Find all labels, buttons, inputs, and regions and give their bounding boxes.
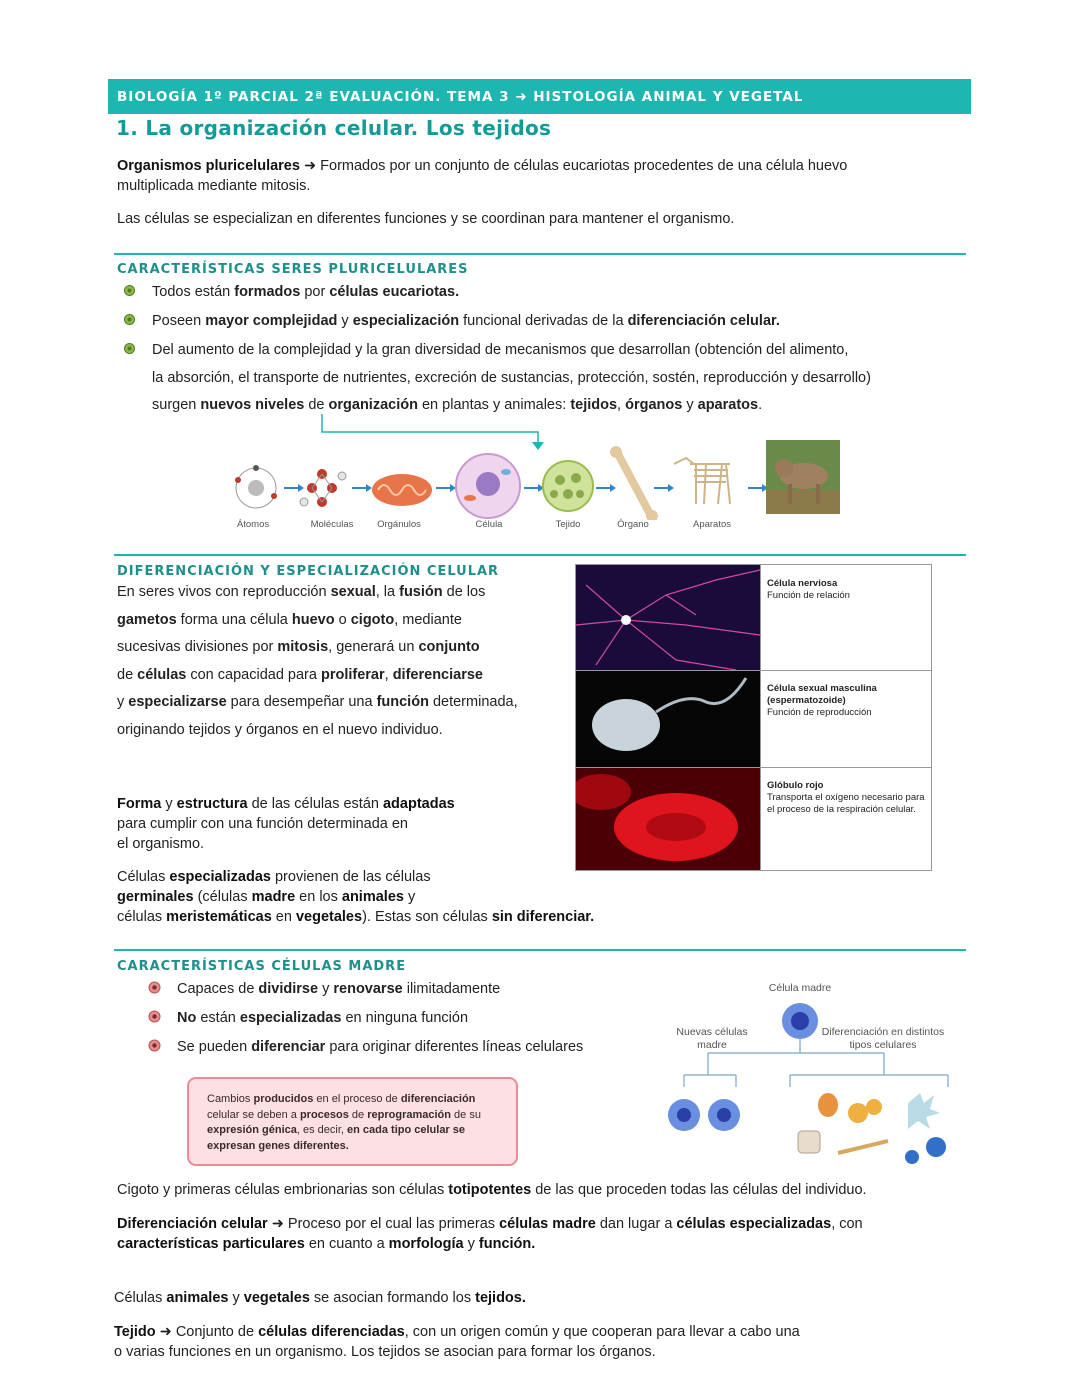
section-divider-2 bbox=[114, 554, 966, 556]
cell-icon bbox=[456, 454, 520, 518]
reprogramming-note bbox=[187, 1077, 518, 1166]
reprogramming-note-text: Cambios producidos en el proceso de diferenciación celular se deben a procesos de reprogramación de su expresión génica, es decir, en cada tipo celular se expresan genes diferentes. bbox=[207, 1093, 481, 1152]
wolf-photo bbox=[766, 440, 840, 514]
mitochondria-icon bbox=[372, 474, 432, 506]
section1-bullet-3: Del aumento de la complejidad y la gran diversidad de mecanismos que desarrollan (obtención del alimento, la absorción, el transporte de nutrientes, excreción de sustancias, protección, sostén, reproducción y desarrollo) surgen nuevos niveles de organización en plantas y animales: tejidos, órganos y aparatos. bbox=[152, 342, 871, 413]
section1-bullet-1: Todos están formados por células eucariotas. bbox=[152, 284, 460, 300]
bone-cell-icon bbox=[848, 1103, 868, 1123]
section2-title: DIFERENCIACIÓN Y ESPECIALIZACIÓN CELULAR bbox=[117, 564, 500, 579]
bullet-stem-cell-icon bbox=[148, 1010, 161, 1023]
section2-germinal-paragraph: Células especializadas provienen de las células germinales (células madre en los animales y células meristemáticas en vegetales). Estas son células sin diferenciar. bbox=[117, 869, 595, 925]
cell-caption-sperm: Célula sexual masculina (espermatozoide) Función de reproducción bbox=[767, 683, 877, 718]
bullet-cell-icon bbox=[123, 313, 136, 326]
header-banner-text: BIOLOGÍA 1º PARCIAL 2ª EVALUACIÓN. TEMA 3 ➜ HISTOLOGÍA ANIMAL Y VEGETAL bbox=[117, 89, 804, 105]
section3-title: CARACTERÍSTICAS CÉLULAS MADRE bbox=[117, 959, 407, 974]
section-divider-1 bbox=[114, 253, 966, 255]
level-label-moleculas: Moléculas bbox=[310, 519, 354, 530]
section3-bullet-3: Se pueden diferenciar para originar diferentes líneas celulares bbox=[177, 1039, 584, 1055]
closing-tissue-definition: Tejido ➜ Conjunto de células diferenciadas, con un origen común y que cooperan para llevar a cabo una o varias funciones en un organismo. Los tejidos se asocian para formar los órganos. bbox=[114, 1324, 800, 1360]
table-row-divider bbox=[576, 767, 931, 768]
section3-bullet-1: Capaces de dividirse y renovarse ilimitadamente bbox=[177, 981, 501, 997]
skeleton-icon bbox=[674, 458, 730, 504]
level-label-atomos: Átomos bbox=[236, 519, 270, 530]
intro-arrow: ➜ bbox=[299, 158, 321, 174]
section1-bullet-2: Poseen mayor complejidad y especialización funcional derivadas de la diferenciación celular. bbox=[152, 313, 780, 329]
table-vertical-divider bbox=[760, 565, 761, 870]
fat-cell-icon bbox=[818, 1093, 838, 1117]
cell-caption-nerve: Célula nerviosa Función de relación bbox=[767, 578, 850, 601]
bullet-cell-icon bbox=[123, 342, 136, 355]
page-title: 1. La organización celular. Los tejidos bbox=[116, 116, 552, 140]
molecule-icon bbox=[300, 469, 346, 507]
diagram-left-label: Nuevas células madre bbox=[676, 1026, 748, 1051]
intro-line-1: Formados por un conjunto de células eucariotas procedentes de una célula huevo bbox=[320, 158, 848, 174]
intro-line-2: multiplicada mediante mitosis. bbox=[117, 178, 311, 194]
closing-tissues: Células animales y vegetales se asocian formando los tejidos. bbox=[114, 1290, 526, 1306]
section1-title: CARACTERÍSTICAS SERES PLURICELULARES bbox=[117, 262, 469, 277]
table-row-divider bbox=[576, 670, 931, 671]
organization-levels-strip bbox=[226, 440, 846, 520]
bullet-stem-cell-icon bbox=[148, 981, 161, 994]
atom-icon bbox=[235, 465, 277, 508]
intro-paragraph-1 bbox=[117, 156, 977, 196]
section2-form-paragraph: Forma y estructura de las células están adaptadas para cumplir con una función determinada en el organismo. bbox=[117, 796, 455, 852]
level-label-tejido: Tejido bbox=[555, 519, 581, 530]
closing-differentiation-definition: Diferenciación celular ➜ Proceso por el cual las primeras células madre dan lugar a células especializadas, con características particulares en cuanto a morfología y función. bbox=[117, 1216, 863, 1252]
level-label-organulos: Orgánulos bbox=[377, 519, 421, 530]
bullet-cell-icon bbox=[123, 284, 136, 297]
sperm-image bbox=[576, 670, 760, 767]
neuron-image bbox=[576, 565, 760, 670]
diagram-root-label: Célula madre bbox=[768, 982, 832, 994]
closing-totipotent: Cigoto y primeras células embrionarias son células totipotentes de las que proceden todas las células del individuo. bbox=[117, 1182, 867, 1198]
header-banner bbox=[108, 79, 971, 114]
bullet-stem-cell-icon bbox=[148, 1039, 161, 1052]
muscle-cell-icon bbox=[838, 1141, 888, 1153]
cartilage-cell-icon bbox=[798, 1131, 820, 1153]
cell-caption-rbc: Glóbulo rojo Transporta el oxígeno necesario para el proceso de la respiración celular. bbox=[767, 780, 925, 815]
level-label-aparatos: Aparatos bbox=[692, 519, 732, 530]
tissue-icon bbox=[543, 461, 593, 511]
level-label-organo: Órgano bbox=[617, 519, 649, 530]
section-divider-3 bbox=[114, 949, 966, 951]
red-blood-cell-image bbox=[576, 767, 760, 870]
level-label-celula: Célula bbox=[475, 519, 503, 530]
bone-icon bbox=[610, 446, 658, 520]
cell-types-table bbox=[575, 564, 932, 871]
neuron-cell-icon bbox=[908, 1093, 940, 1129]
blood-cell-icon bbox=[926, 1137, 946, 1157]
diagram-right-label: Diferenciación en distintos tipos celulares bbox=[821, 1026, 945, 1051]
section3-bullet-2: No están especializadas en ninguna función bbox=[177, 1010, 469, 1026]
stem-cell-diagram bbox=[660, 995, 960, 1170]
intro-paragraph-2: Las células se especializan en diferentes funciones y se coordinan para mantener el organismo. bbox=[117, 211, 735, 227]
section2-paragraph: En seres vivos con reproducción sexual, la fusión de los gametos forma una célula huevo o cigoto, mediante sucesivas divisiones por mitosis, generará un conjunto de células con capacidad para proliferar, diferenciarse y especializarse para desempeñar una función determinada, originando tejidos y órganos en el nuevo individuo. bbox=[117, 584, 518, 738]
intro-term: Organismos pluricelulares bbox=[117, 158, 300, 174]
